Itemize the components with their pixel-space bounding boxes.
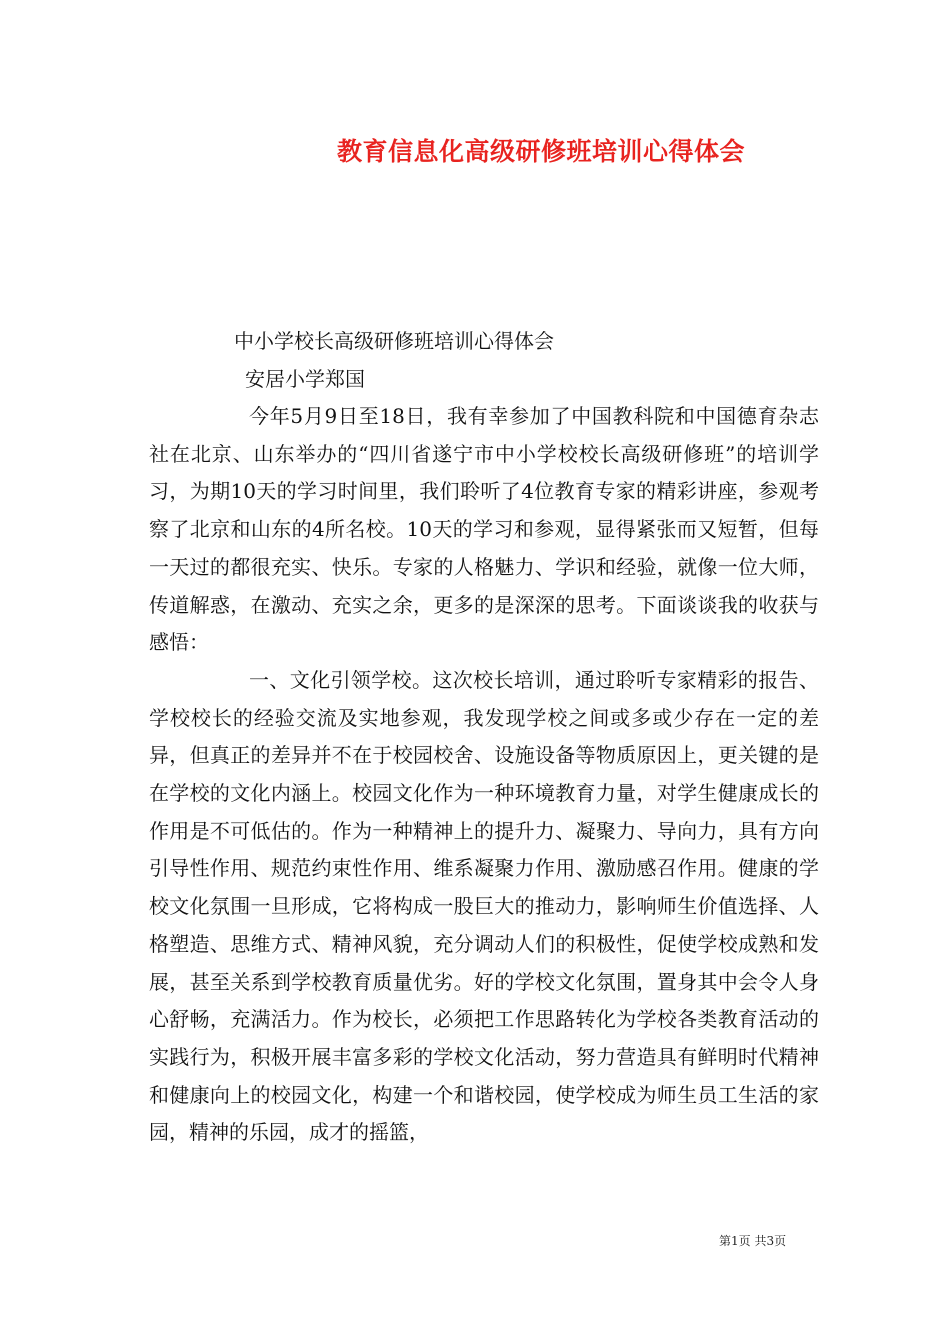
paragraph-intro: 今年5月9日至18日，我有幸参加了中国教科院和中国德育杂志社在北京、山东举办的“四川省遂宁市中小学校校长高级研修班”的培训学习，为期10天的学习时间里，我们聆听了4位教育专家的精彩讲座，参观考察了北京和山东的4所名校。10天的学习和参观，显得紧张而又短暂，但每一天过的都很充实、快乐。专家的人格魅力、学识和经验，就像一位大师，传道解惑，在激动、充实之余，更多的是深深的思考。下面谈谈我的收获与感悟： [149, 404, 819, 655]
document-title: 教育信息化高级研修班培训心得体会 [336, 137, 745, 166]
document-body [149, 398, 819, 1152]
document-subtitle: 中小学校长高级研修班培训心得体会 [234, 329, 554, 353]
page-number-footer: 第1页 共3页 [719, 1234, 787, 1248]
paragraph-culture: 一、文化引领学校。这次校长培训，通过聆听专家精彩的报告、学校校长的经验交流及实地参观，我发现学校之间或多或少存在一定的差异，但真正的差异并不在于校园校舍、设施设备等物质原因上，更关键的是在学校的文化内涵上。校园文化作为一种环境教育力量，对学生健康成长的作用是不可低估的。作为一种精神上的提升力、凝聚力、导向力，具有方向引导性作用、规范约束性作用、维系凝聚力作用、激励感召作用。健康的学校文化氛围一旦形成，它将构成一股巨大的推动力，影响师生价值选择、人格塑造、思维方式、精神风貌，充分调动人们的积极性，促使学校成熟和发展，甚至关系到学校教育质量优劣。好的学校文化氛围，置身其中会令人身心舒畅，充满活力。作为校长，必须把工作思路转化为学校各类教育活动的实践行为，积极开展丰富多彩的学校文化活动，努力营造具有鲜明时代精神和健康向上的校园文化，构建一个和谐校园，使学校成为师生员工生活的家园，精神的乐园，成才的摇篮， [149, 667, 819, 1145]
document-author: 安居小学郑国 [245, 367, 365, 391]
